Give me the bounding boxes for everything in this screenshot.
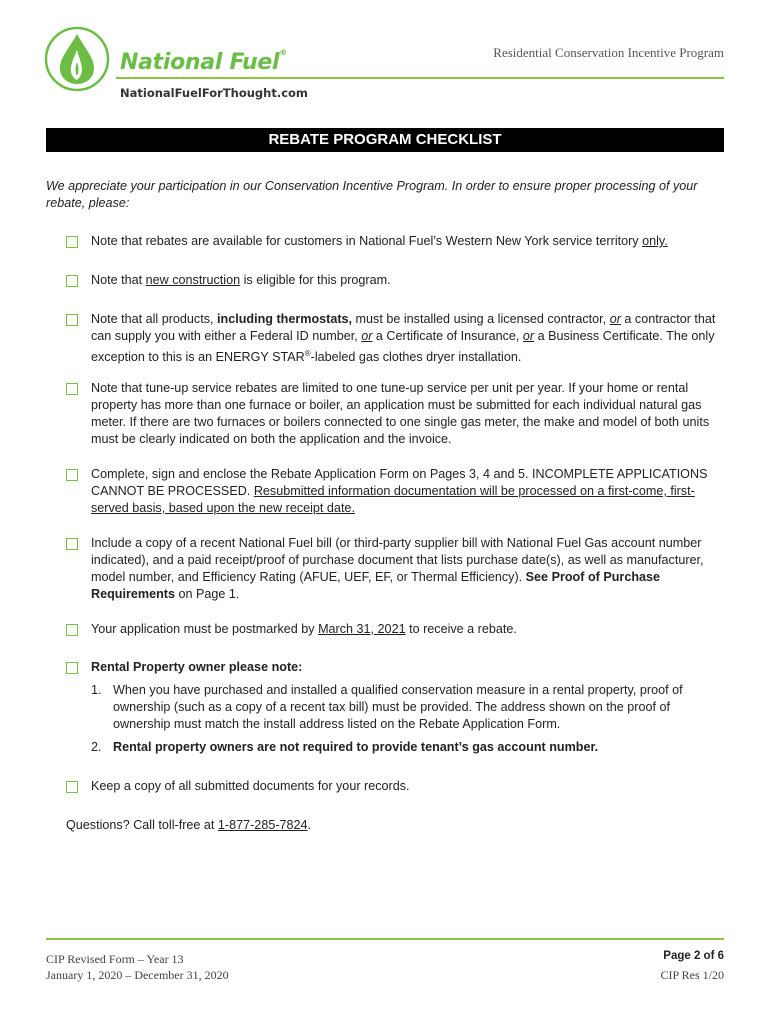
program-name: Residential Conservation Incentive Program	[493, 45, 724, 60]
phone-link[interactable]: 1-877-285-7824	[217, 818, 308, 832]
checklist-item-6: Include a copy of a recent National Fuel bill (or third-party supplier bill with National Fuel Gas account number indicated), and a paid receipt/proof of purchase document that lists purchase date(s), as well as manufacturer, model number, and Efficiency Rating (AFUE, UEF, EF, or Thermal Efficiency). See Proof of Purchase Requirements on Page 1.	[91, 536, 704, 601]
checkbox-6[interactable]	[66, 538, 78, 550]
footer-form-code: CIP Res 1/20	[660, 968, 724, 982]
checkbox-1[interactable]	[66, 236, 78, 248]
checklist-item-9: Keep a copy of all submitted documents for your records.	[91, 779, 410, 793]
footer-date-range: January 1, 2020 – December 31, 2020	[46, 968, 229, 982]
footer-form-revision: CIP Revised Form – Year 13	[46, 952, 184, 966]
footer-divider	[46, 938, 724, 940]
checkbox-3[interactable]	[66, 314, 78, 326]
website-link[interactable]: NationalFuelForThought.com	[120, 86, 308, 100]
checklist-item-1: Note that rebates are available for customers in National Fuel’s Western New York service territory only.	[91, 234, 668, 248]
national-fuel-logo	[44, 26, 110, 92]
checkbox-2[interactable]	[66, 275, 78, 287]
page-number: Page 2 of 6	[663, 950, 724, 962]
checkbox-4[interactable]	[66, 383, 78, 395]
checkbox-7[interactable]	[66, 624, 78, 636]
checkbox-9[interactable]	[66, 781, 78, 793]
header-divider	[116, 77, 724, 79]
checkbox-8[interactable]	[66, 662, 78, 674]
checklist-item-2: Note that new construction is eligible for this program.	[91, 273, 391, 287]
brand-name: National Fuel®	[120, 48, 287, 75]
checklist-item-5: Complete, sign and enclose the Rebate Application Form on Pages 3, 4 and 5. INCOMPLETE APPLICATIONS CANNOT BE PROCESSED. Resubmitted information documentation will be processed on a first-come, first-served basis, based upon the new receipt date.	[91, 467, 708, 515]
checklist-item-4: Note that tune-up service rebates are limited to one tune-up service per unit per year. If your home or rental property has more than one furnace or boiler, an application must be submitted for each individual natural gas meter. If there are two furnaces or boilers connected to one single gas meter, the make and model of both units must be clearly indicated on both the application and the invoice.	[91, 381, 710, 446]
checklist-item-7: Your application must be postmarked by March 31, 2021 to receive a rebate.	[91, 622, 517, 636]
checklist-item-3: Note that all products, including thermostats, must be installed using a licensed contractor, or a contractor that can supply you with either a Federal ID number, or a Certificate of Insurance, or a Business Certificate. The only exception to this is an ENERGY STAR®-labeled gas clothes dryer installation.	[91, 312, 716, 365]
checkbox-5[interactable]	[66, 469, 78, 481]
questions-line: Questions? Call toll-free at 1-877-285-7824.	[66, 818, 312, 832]
intro-text: We appreciate your participation in our Conservation Incentive Program. In order to ensure proper processing of your rebate, please:	[46, 179, 698, 210]
checklist-item-8: Rental Property owner please note:	[91, 660, 303, 674]
page-title: REBATE PROGRAM CHECKLIST	[46, 128, 724, 152]
